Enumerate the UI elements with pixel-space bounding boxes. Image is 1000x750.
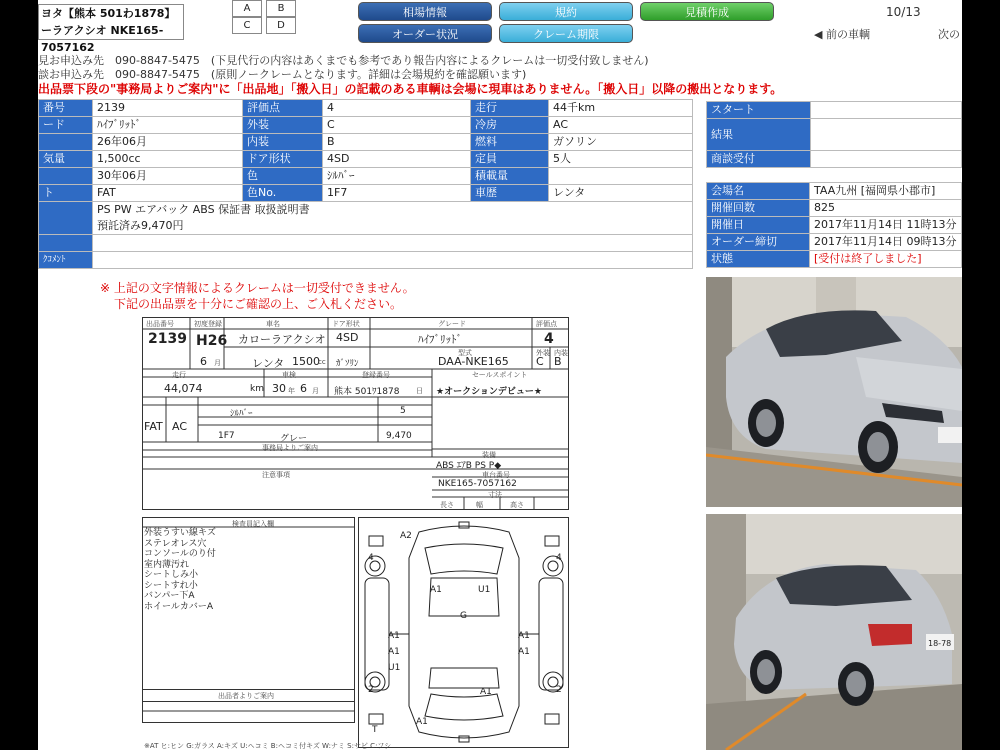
side-mark-rl: 2 bbox=[368, 685, 374, 695]
spec-value: 1F7 bbox=[323, 185, 471, 202]
spec-value: ガソリン bbox=[549, 134, 693, 151]
state-value: [受付は終了しました] bbox=[810, 251, 962, 268]
negotiation-label: 商談受付 bbox=[707, 151, 811, 168]
auction-sheet[interactable] bbox=[142, 317, 570, 750]
side-mark-fr: 4 bbox=[556, 553, 562, 563]
order-status-button[interactable]: オーダー状況 bbox=[358, 24, 492, 43]
comment-label: ｸｺﾒﾝﾄ bbox=[39, 252, 93, 269]
hdr-office: 事務局よりご案内 bbox=[262, 444, 318, 452]
side-mark-fl: 4 bbox=[368, 553, 374, 563]
session-value: 825 bbox=[810, 200, 962, 217]
spec-value: 4SD bbox=[323, 151, 471, 168]
sheet-month: 6 bbox=[200, 355, 207, 368]
session-label: 開催回数 bbox=[707, 200, 810, 217]
spec-table bbox=[38, 99, 693, 269]
sheet-color: ｼﾙﾊﾞｰ bbox=[230, 409, 253, 419]
sheet-dim-width: 幅 bbox=[476, 501, 483, 509]
hdr-equip: 装備 bbox=[482, 451, 496, 459]
spec-label: ード bbox=[39, 117, 93, 134]
sheet-dim-length: 長さ bbox=[440, 501, 454, 509]
note-line: ステレオレス穴 bbox=[144, 538, 207, 549]
negotiation-contact: 談お申込み先 090-8847-5475 (原則ノークレームとなります。詳細は会場規約を確認願います) bbox=[38, 68, 527, 81]
equipment-value bbox=[93, 202, 693, 235]
mark-hood-left: A1 bbox=[430, 585, 442, 595]
spec-value: AC bbox=[549, 117, 693, 134]
side-mark-rr: 2 bbox=[556, 685, 562, 695]
note-line: シートしみ小 bbox=[144, 570, 199, 580]
hdr-seller: 出品者よりご案内 bbox=[218, 692, 274, 700]
rules-button[interactable]: 規約 bbox=[499, 2, 633, 21]
top-bar bbox=[38, 0, 962, 54]
mark-left-sill: U1 bbox=[388, 663, 401, 673]
auction-panel bbox=[706, 182, 962, 268]
sheet-mileage: 44,074 bbox=[164, 382, 203, 395]
sheet-insp-month-label: 月 bbox=[312, 387, 319, 395]
chevron-left-icon: ◀ bbox=[814, 28, 826, 41]
hdr-model: 型式 bbox=[458, 349, 472, 357]
sheet-equipment: ABS ｴｱB PS P◆ bbox=[436, 461, 502, 471]
hdr-plate: 登録番号 bbox=[362, 371, 390, 379]
sheet-score: 4 bbox=[544, 331, 554, 347]
mark-rear-bumper: A1 bbox=[416, 717, 428, 727]
sheet-int: B bbox=[554, 355, 562, 368]
sheet-lot: 2139 bbox=[148, 331, 187, 347]
sheet-vin: NKE165-7057162 bbox=[438, 479, 517, 489]
claim-deadline-button[interactable]: クレーム期限 bbox=[499, 24, 633, 43]
grade-box-b[interactable]: B bbox=[266, 0, 296, 17]
mark-left-front-door: A1 bbox=[388, 631, 400, 641]
sheet-year: H26 bbox=[196, 333, 228, 349]
sheet-model: DAA-NKE165 bbox=[438, 355, 509, 368]
sheet-grade: ﾊｲﾌﾞﾘｯﾄﾞ bbox=[418, 333, 462, 346]
sheet-car-name: カローラアクシオ bbox=[238, 333, 326, 346]
spec-value: 2139 bbox=[93, 100, 243, 117]
spec-value: ｼﾙﾊﾞｰ bbox=[323, 168, 471, 185]
sheet-recycle: 9,470 bbox=[386, 431, 412, 441]
spec-label: 積載量 bbox=[471, 168, 549, 185]
sheet-insp-month: 6 bbox=[300, 382, 307, 395]
sheet-color-no: 1F7 bbox=[218, 431, 235, 441]
sheet-cc: 1500 bbox=[292, 355, 320, 368]
spec-label: 定員 bbox=[471, 151, 549, 168]
spec-label: 車歴 bbox=[471, 185, 549, 202]
note-line: バンパー下A bbox=[144, 591, 195, 601]
spec-value: 4 bbox=[323, 100, 471, 117]
hdr-score: 評価点 bbox=[536, 320, 557, 328]
comment-value bbox=[93, 252, 693, 269]
spec-value: C bbox=[323, 117, 471, 134]
sheet-sales-point: ★オークションデビュー★ bbox=[436, 387, 542, 397]
front-photo[interactable] bbox=[706, 277, 962, 507]
page bbox=[38, 0, 962, 750]
auction-info-button[interactable]: 相場情報 bbox=[358, 2, 492, 21]
equipment-label bbox=[39, 202, 93, 235]
hdr-lot: 出品番号 bbox=[146, 320, 174, 328]
venue-value: TAA九州 [福岡県小郡市] bbox=[810, 183, 962, 200]
side-mark-trunk: T bbox=[372, 725, 378, 735]
notice-line1: ※ 上記の文字情報によるクレームは一切受付できません。 bbox=[100, 281, 415, 295]
equipment-line1: PS PW エアバック ABS 保証書 取扱説明書 bbox=[97, 203, 310, 216]
order-deadline-value: 2017年11月14日 09時13分 bbox=[810, 234, 962, 251]
sheet-fuel: ｶﾞｿﾘﾝ bbox=[336, 359, 359, 369]
page-counter: 10/13 bbox=[886, 5, 921, 19]
mark-windshield: G bbox=[460, 611, 467, 621]
note-line: 室内薄汚れ bbox=[144, 559, 190, 570]
grade-box-a[interactable]: A bbox=[232, 0, 262, 17]
sheet-inspection: 30 bbox=[272, 382, 286, 395]
spec-value: 26年06月 bbox=[93, 134, 243, 151]
spec-label: 番号 bbox=[39, 100, 93, 117]
grade-box-d[interactable]: D bbox=[266, 17, 296, 34]
sheet-ac: AC bbox=[172, 420, 188, 433]
order-deadline-label: オーダー締切 bbox=[707, 234, 810, 251]
hdr-ext: 外装 bbox=[536, 349, 550, 357]
result-label: 結果 bbox=[707, 119, 811, 151]
mark-right-rear-door: A1 bbox=[518, 647, 530, 657]
rear-photo[interactable] bbox=[706, 514, 962, 750]
sheet-footer: ※AT ヒ:ヒン G:ガラス A:キズ U:ヘコミ B:ヘコミ付キズ W:ナミ S:サビ C:フシ bbox=[144, 742, 392, 750]
hdr-int: 内装 bbox=[554, 349, 568, 357]
spec-label bbox=[39, 168, 93, 185]
hdr-sales: セールスポイント bbox=[472, 371, 528, 379]
hdr-attention: 注意事項 bbox=[262, 471, 290, 479]
spec-row bbox=[39, 117, 693, 134]
mark-right-front-door: A1 bbox=[518, 631, 530, 641]
start-value bbox=[810, 102, 961, 119]
mark-hood-right: U1 bbox=[478, 585, 491, 595]
warning-text: 出品票下段の"事務局よりご案内"に「出品地」「搬入日」の記載のある車輌は会場に現車はありません。「搬入日」以降の搬出となります。 bbox=[38, 82, 783, 96]
spec-row bbox=[39, 151, 693, 168]
hdr-mileage: 走行 bbox=[172, 371, 186, 379]
spec-label: ト bbox=[39, 185, 93, 202]
sheet-rental: レンタ bbox=[252, 357, 285, 370]
date-label: 開催日 bbox=[707, 217, 810, 234]
sheet-insp-year-label: 年 bbox=[288, 387, 295, 395]
hdr-insp: 車検 bbox=[282, 371, 296, 379]
spec-value: B bbox=[323, 134, 471, 151]
prev-vehicle-label: 前の車輌 bbox=[825, 28, 870, 41]
vehicle-title bbox=[38, 4, 184, 54]
next-vehicle-link[interactable]: 次の bbox=[938, 28, 960, 41]
blank-value bbox=[93, 235, 693, 252]
hdr-door: ドア形状 bbox=[332, 320, 360, 328]
hdr-vin: 車台番号 bbox=[482, 471, 510, 479]
spec-label: 色 bbox=[243, 168, 323, 185]
spec-value: レンタ bbox=[549, 185, 693, 202]
note-line: ホイールカバーA bbox=[144, 601, 213, 612]
note-line: シートすれ小 bbox=[144, 580, 198, 591]
result-value bbox=[810, 119, 961, 151]
spec-value: 5人 bbox=[549, 151, 693, 168]
spec-value: ﾊｲﾌﾞﾘｯﾄﾞ bbox=[93, 117, 243, 134]
spec-value: FAT bbox=[93, 185, 243, 202]
spec-label: 外装 bbox=[243, 117, 323, 134]
spec-value: 1,500cc bbox=[93, 151, 243, 168]
state-label: 状態 bbox=[707, 251, 810, 268]
spec-value: 44千km bbox=[549, 100, 693, 117]
note-line: 外装うすい線キズ bbox=[144, 528, 216, 538]
notice-line2: 下記の出品票を十分にご確認の上、ご入札ください。 bbox=[114, 297, 403, 311]
spec-label: 内装 bbox=[243, 134, 323, 151]
spec-label: 色No. bbox=[243, 185, 323, 202]
spec-row bbox=[39, 100, 693, 117]
spec-label: 気量 bbox=[39, 151, 93, 168]
spec-label: 燃料 bbox=[471, 134, 549, 151]
mark-front-bumper: A2 bbox=[400, 531, 412, 541]
spec-label: 評価点 bbox=[243, 100, 323, 117]
preview-contact: 見お申込み先 090-8847-5475 (下見代行の内容はあくまでも参考であり報告内容によるクレームは一切受付致しません) bbox=[38, 54, 649, 67]
blank-label bbox=[39, 235, 93, 252]
venue-label: 会場名 bbox=[707, 183, 810, 200]
status-panel bbox=[706, 101, 962, 168]
inspector-notes bbox=[144, 528, 216, 612]
equipment-line2: 預託済み9,470円 bbox=[97, 219, 184, 232]
sheet-mileage-unit: km bbox=[250, 384, 264, 394]
spec-label bbox=[39, 134, 93, 151]
spec-value: 30年06月 bbox=[93, 168, 243, 185]
sheet-month-label: 月 bbox=[214, 359, 221, 367]
sheet-dim-height: 高さ bbox=[510, 501, 524, 509]
mark-trunk: A1 bbox=[480, 687, 492, 697]
estimate-button[interactable]: 見積作成 bbox=[640, 2, 774, 21]
sheet-capacity: 5 bbox=[400, 406, 406, 416]
sheet-shift: FAT bbox=[144, 420, 163, 433]
spec-label: ドア形状 bbox=[243, 151, 323, 168]
front-photo-image bbox=[706, 277, 962, 507]
sheet-plate: 熊本 501ﾜ1878 bbox=[334, 387, 400, 397]
hdr-dims: 寸法 bbox=[488, 491, 502, 499]
note-line: コンソールのり付 bbox=[144, 549, 216, 559]
sheet-door: 4SD bbox=[336, 331, 359, 344]
hdr-year: 初度登録 bbox=[194, 320, 222, 328]
mark-left-rear-door: A1 bbox=[388, 647, 400, 657]
sheet-ext: C bbox=[536, 355, 544, 368]
spec-label: 冷房 bbox=[471, 117, 549, 134]
spec-row bbox=[39, 134, 693, 151]
date-value: 2017年11月14日 11時13分 bbox=[810, 217, 962, 234]
sheet-day-label: 日 bbox=[416, 387, 423, 395]
spec-label: 走行 bbox=[471, 100, 549, 117]
spec-row bbox=[39, 168, 693, 185]
hdr-name: 車名 bbox=[266, 320, 280, 328]
sheet-interior: グレー bbox=[280, 434, 308, 444]
hdr-notes: 検査員記入欄 bbox=[232, 520, 274, 528]
sheet-cc-label: cc bbox=[318, 358, 326, 366]
rear-plate-text: 18-78 bbox=[928, 639, 952, 648]
spec-row bbox=[39, 185, 693, 202]
prev-vehicle-link[interactable] bbox=[814, 26, 870, 42]
grade-box-c[interactable]: C bbox=[232, 17, 262, 34]
vehicle-title-line2: ーラアクシオ NKE165-7057162 bbox=[41, 24, 164, 54]
rear-photo-image bbox=[706, 514, 962, 750]
start-label: スタート bbox=[707, 102, 811, 119]
negotiation-value bbox=[810, 151, 961, 168]
spec-value bbox=[549, 168, 693, 185]
vehicle-title-line1: ヨタ【熊本 501わ1878】 bbox=[41, 7, 176, 20]
hdr-grade: グレード bbox=[438, 320, 466, 328]
